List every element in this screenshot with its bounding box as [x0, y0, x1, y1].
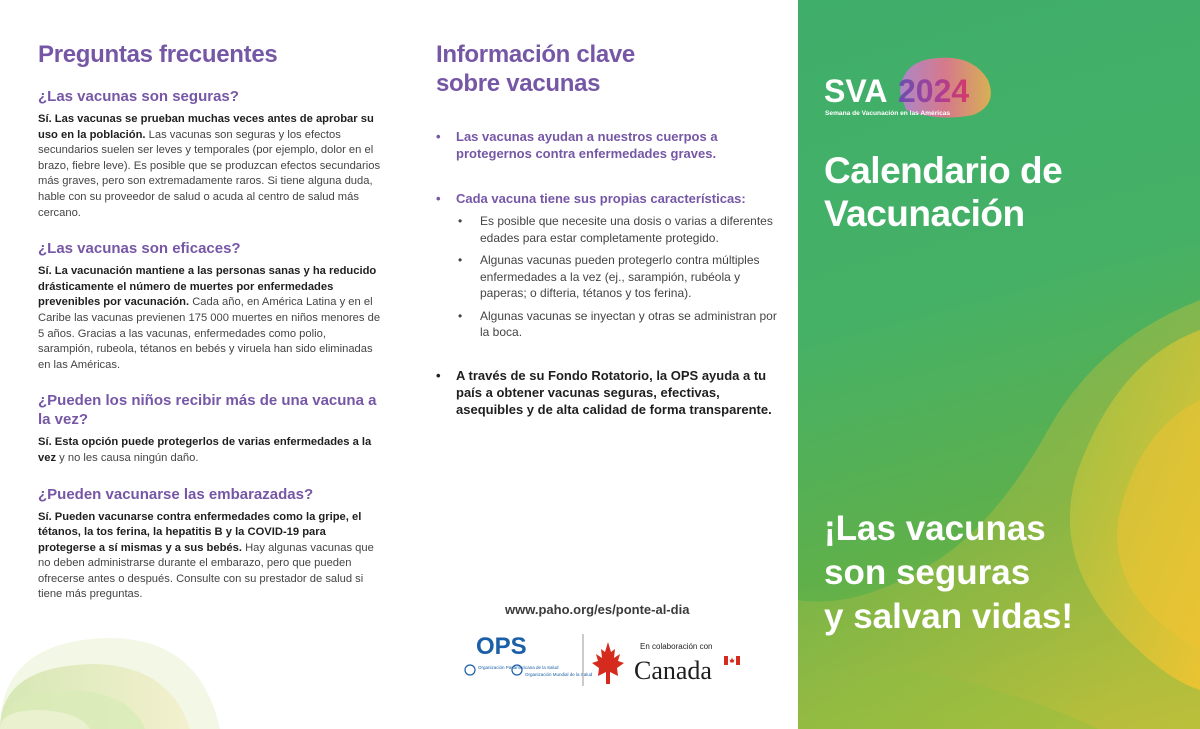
bullet-icon: •	[436, 191, 441, 206]
who-subtitle: Organización Mundial de la Salud	[525, 672, 593, 677]
faq-column	[38, 40, 383, 603]
faq-item	[38, 485, 383, 604]
decorative-arcs	[0, 620, 220, 729]
partner-logos	[462, 632, 762, 692]
cover-title-line2: Vacunación	[824, 193, 1025, 234]
sva-subtitle: Semana de Vacunación en las Américas	[825, 110, 951, 117]
key-point: • A través de su Fondo Rotatorio, la OPS ayuda a tu país a obtener vacunas seguras, efectivas, asequibles y de alta calidad de forma transparente.	[436, 367, 772, 417]
faq-question: ¿Las vacunas son seguras?	[38, 88, 239, 105]
list-item: • Es posible que necesite una dosis o varias a diferentes edades para estar completamente protegido.	[458, 214, 773, 245]
faq-item	[38, 391, 383, 466]
bullet-icon: •	[458, 253, 463, 267]
faq-title: Preguntas frecuentes	[38, 41, 278, 68]
paho-emblem-icon	[465, 665, 475, 675]
faq-answer: Sí. Las vacunas se prueban muchas veces antes de aprobar su uso en la población. Las vacunas son seguras y los efectos secundarios suelen ser leves y temporales (por ejemplo, dolor en el brazo, fiebre leve). Es posible que se produzcan efectos secundarios más graves, pero son extremadamente raros. Si tiene alguna duda, hable con su proveedor de salud o acuda al centro de salud más cercano.	[38, 113, 381, 219]
slogan-line2: son seguras	[824, 553, 1031, 592]
slogan-line1: ¡Las vacunas	[824, 509, 1046, 548]
cover-panel	[798, 0, 1200, 729]
cover-artwork	[798, 0, 1200, 729]
faq-question: ¿Pueden vacunarse las embarazadas?	[38, 485, 314, 503]
bullet-icon: •	[458, 308, 463, 323]
ops-subtitle: Organización Panamericana de la Salud	[478, 665, 559, 670]
sva-year: 2024	[898, 73, 970, 109]
list-item: • Algunas vacunas pueden protegerlo contra múltiples enfermedades a la vez (ej., sarampión, rubéola y paperas; o difteria, tétanos y tos ferina).	[458, 253, 760, 300]
bullet-icon: •	[436, 367, 441, 383]
key-subpoints	[458, 213, 786, 341]
key-point: • Las vacunas ayudan a nuestros cuerpos a protegernos contra enfermedades graves.	[436, 129, 718, 161]
faq-question: ¿Pueden los niños recibir más de una vacuna a la vez?	[38, 392, 377, 429]
key-info-column	[436, 40, 786, 418]
canada-wordmark: Canada	[634, 656, 712, 685]
sva-logo: SVA	[824, 73, 888, 109]
website-link[interactable]: www.paho.org/es/ponte-al-dia	[505, 602, 690, 617]
slogan-line3: y salvan vidas!	[824, 597, 1074, 636]
faq-question: ¿Las vacunas son eficaces?	[38, 240, 241, 258]
faq-item	[38, 87, 383, 221]
key-info-title: Información clave sobre vacunas	[436, 41, 635, 97]
list-item: • Algunas vacunas se inyectan y otras se administran por la boca.	[458, 308, 777, 339]
faq-answer: Sí. Pueden vacunarse contra enfermedades como la gripe, el tétanos, la tos ferina, la hepatitis B y la COVID-19 para protegerse a sí mismas y a sus bebés. Hay algunas vacunas que no deben administrarse durante el embarazo, pero que pueden ofrecerse antes o después. Consulte con su prestador de salud si tiene más preguntas.	[38, 510, 374, 601]
faq-answer: Sí. La vacunación mantiene a las personas sanas y ha reducido drásticamente el número de muertes por enfermedades prevenibles por vacunación. Cada año, en América Latina y en el Caribe las vacunas previenen 175 000 muertes en niños menores de 5 años. Gracias a las vacunas, enfermedades como polio, sarampión, rubeola, tétanos en bebés y viruela han sido eliminadas en las Américas.	[38, 265, 381, 371]
collab-label: En colaboración con	[640, 642, 713, 651]
key-point: • Cada vacuna tiene sus propias características:	[436, 191, 746, 206]
bullet-icon: •	[458, 214, 463, 228]
ops-logo: OPS	[476, 633, 527, 660]
faq-item	[38, 239, 383, 373]
bullet-icon: •	[436, 129, 441, 144]
maple-leaf-icon	[592, 642, 624, 684]
faq-answer: Sí. Esta opción puede protegerlos de varias enfermedades a la vez y no les causa ningún daño.	[38, 436, 372, 464]
cover-title-line1: Calendario de	[824, 150, 1063, 191]
